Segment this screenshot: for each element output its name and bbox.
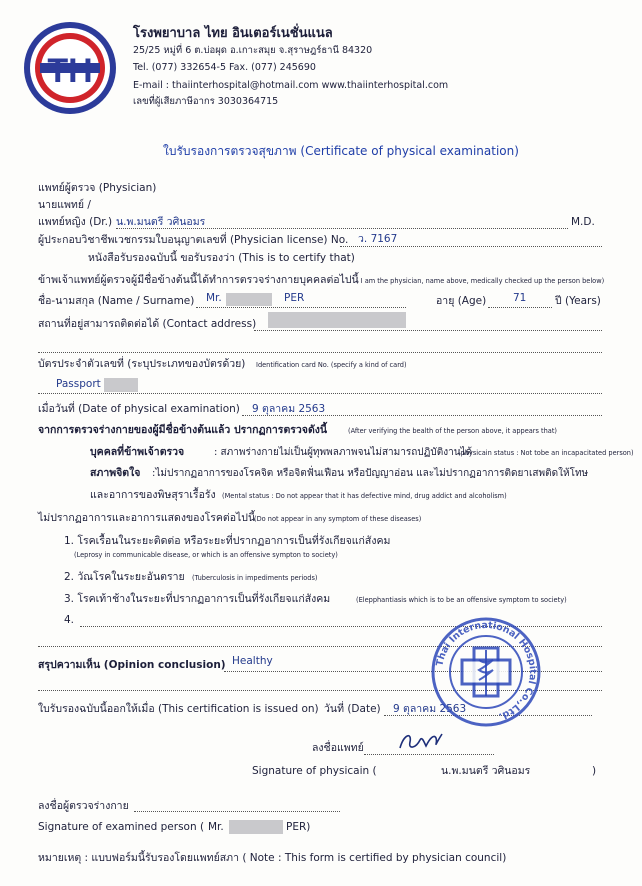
physical-text: : สภาพร่างกายไม่เป็นผู้ทุพพลภาพจนไม่สามารถปฏิบัติงานได้ — [214, 447, 473, 458]
name-line — [196, 307, 406, 308]
conclusion-label: สรุปความเห็น (Opinion conclusion) — [38, 659, 226, 671]
redacted-address — [268, 312, 406, 328]
page-title: ใบรับรองการตรวจสุขภาพ (Certificate of physical examination) — [163, 144, 519, 158]
disease-2: 2. วัณโรคในระยะอันตราย — [64, 571, 185, 583]
exam-date: 9 ตุลาคม 2563 — [252, 403, 326, 415]
disease-1: 1. โรคเรื้อนในระยะติดต่อ หรือระยะที่ปรากฏอาการเป็นที่รังเกียจแก่สังคม — [64, 535, 391, 547]
disease-3-note: (Elepphantiasis which is to be an offensive symptom to society) — [356, 596, 567, 604]
id-label-en: Identification card No. (specify a kind of card) — [256, 361, 407, 369]
physician-name: น.พ.มนตรี วศินอมร — [116, 216, 206, 228]
physical-en: (physicain status : Not tobe an incapacitated person) — [458, 449, 634, 457]
hospital-address: 25/25 หมู่ที่ 6 ต.บ่อผุด อ.เกาะสมุย จ.สุราษฎร์ธานี 84320 — [133, 45, 373, 56]
redacted-first-name — [226, 293, 272, 306]
physician-md: M.D. — [571, 216, 595, 228]
address-line-2 — [38, 352, 602, 353]
doctor-signature — [396, 728, 448, 756]
declaration-en: ( I am the physician, name above, medically checked up the person below) — [356, 277, 605, 285]
physician-prefix-mr: นายแพทย์ / — [38, 199, 91, 211]
doctor-sign-name: น.พ.มนตรี วศินอมร — [441, 765, 531, 777]
exam-date-label: เมื่อวันที่ (Date of physical examination) — [38, 403, 240, 415]
hospital-email: E-mail : thaiinterhospital@hotmail.com www.thaiinterhospital.com — [133, 80, 449, 91]
physician-label: แพทย์ผู้ตรวจ (Physician) — [38, 182, 157, 194]
mental-text-2: และอาการของพิษสุราเรื้อรัง — [90, 489, 216, 501]
name-label: ชื่อ-นามสกุล (Name / Surname) — [38, 295, 195, 307]
id-label: บัตรประจำตัวเลขที่ (ระบุประเภทของบัตรด้วย) — [38, 358, 246, 370]
years-label: ปี (Years) — [555, 295, 601, 307]
logo-text: TH — [47, 52, 93, 90]
conclusion-value: Healthy — [232, 655, 273, 667]
mental-label: สภาพจิตใจ — [90, 467, 141, 479]
no-symptom-th: ไม่ปรากฏอาการและอาการแสดงของโรคต่อไปนี้ — [38, 512, 256, 524]
redacted-passport-number — [104, 378, 138, 392]
id-line — [38, 393, 602, 394]
disease-4: 4. — [64, 614, 75, 626]
license-label: ผู้ประกอบวิชาชีพเวชกรรมใบอนุญาตเลขที่ (Physician license) No. — [38, 234, 349, 246]
conclusion-line — [224, 671, 602, 672]
age-line — [488, 307, 552, 308]
issued-date: 9 ตุลาคม 2563 — [393, 703, 467, 715]
hospital-logo — [22, 20, 118, 116]
patient-sign-title: Mr. — [208, 821, 224, 833]
license-number: ว. 7167 — [358, 233, 398, 245]
disease-1-note: (Leprosy in communicable disease, or which is an offensive sympton to society) — [74, 551, 338, 559]
patient-sign-caption: Signature of examined person ( — [38, 821, 205, 833]
hospital-name: โรงพยาบาล ไทย อินเตอร์เนชั่นแนล — [133, 26, 333, 41]
findings-en: (After verifying the bealth of the person above, it appears that) — [348, 427, 558, 435]
issued-date-label: วันที่ (Date) — [324, 703, 381, 715]
disease-3: 3. โรคเท้าช้างในระยะที่ปรากฏอาการเป็นที่รังเกียจแก่สังคม — [64, 593, 331, 605]
findings-th: จากการตรวจร่างกายของผู้มีชื่อข้างต้นแล้ว ปรากฏการตรวจดังนี้ — [38, 424, 328, 436]
declaration-th: ข้าพเจ้าแพทย์ผู้ตรวจผู้มีชื่อข้างต้นนี้ได้ทำการตรวจร่างกายบุคคลต่อไปนี้ — [38, 274, 359, 286]
mental-en: (Mental status : Do not appear that it has defective mind, drug addict and alcoholism) — [222, 492, 507, 500]
redacted-patient-name — [229, 820, 283, 834]
hospital-tax-id: เลขที่ผู้เสียภาษีอากร 3030364715 — [133, 96, 279, 107]
hospital-phone: Tel. (077) 332654-5 Fax. (077) 245690 — [133, 62, 316, 73]
age-label: อายุ (Age) — [436, 295, 487, 307]
patient-age: 71 — [513, 292, 527, 304]
address-label: สถานที่อยู่สามารถติดต่อได้ (Contact address) — [38, 318, 257, 330]
certify-statement: หนังสือรับรองฉบับนี้ ขอรับรองว่า (This is to certify that) — [88, 252, 355, 264]
disease-2-note: (Tuberculosis in impediments periods) — [192, 574, 318, 582]
mental-text: :ไม่ปรากฏอาการของโรคจิต หรือจิตฟั่นเฟือน หรือปัญญาอ่อน และไม่ปรากฏอาการติดยาเสพติดให้โทษ — [152, 468, 589, 479]
hospital-stamp — [430, 616, 542, 728]
physician-prefix-dr: แพทย์หญิง (Dr.) — [38, 216, 113, 228]
doctor-sign-label: ลงชื่อแพทย์ — [312, 742, 364, 754]
patient-surname: PER — [284, 292, 305, 304]
id-type: Passport — [56, 378, 101, 390]
patient-title: Mr. — [206, 292, 222, 304]
physical-label: บุคคลที่ข้าพเจ้าตรวจ — [90, 446, 185, 458]
doctor-sign-close: ) — [592, 765, 597, 777]
stamp-text: Thai International Hospital Co.,Ltd. — [434, 619, 539, 722]
issued-label: ใบรับรองฉบับนี้ออกให้เมื่อ (This certification is issued on) — [38, 703, 319, 715]
patient-sign-line — [134, 811, 340, 812]
no-symptom-en: (Do not appear in any symptom of these diseases) — [254, 515, 422, 523]
footnote: หมายเหตุ : แบบฟอร์มนี้รับรองโดยแพทย์สภา ( Note : This form is certified by physician council) — [38, 852, 507, 864]
patient-sign-surname: PER) — [286, 821, 311, 833]
patient-sign-label: ลงชื่อผู้ตรวจร่างกาย — [38, 800, 129, 812]
address-line — [254, 330, 602, 331]
doctor-sign-caption: Signature of physicain ( — [252, 765, 377, 777]
